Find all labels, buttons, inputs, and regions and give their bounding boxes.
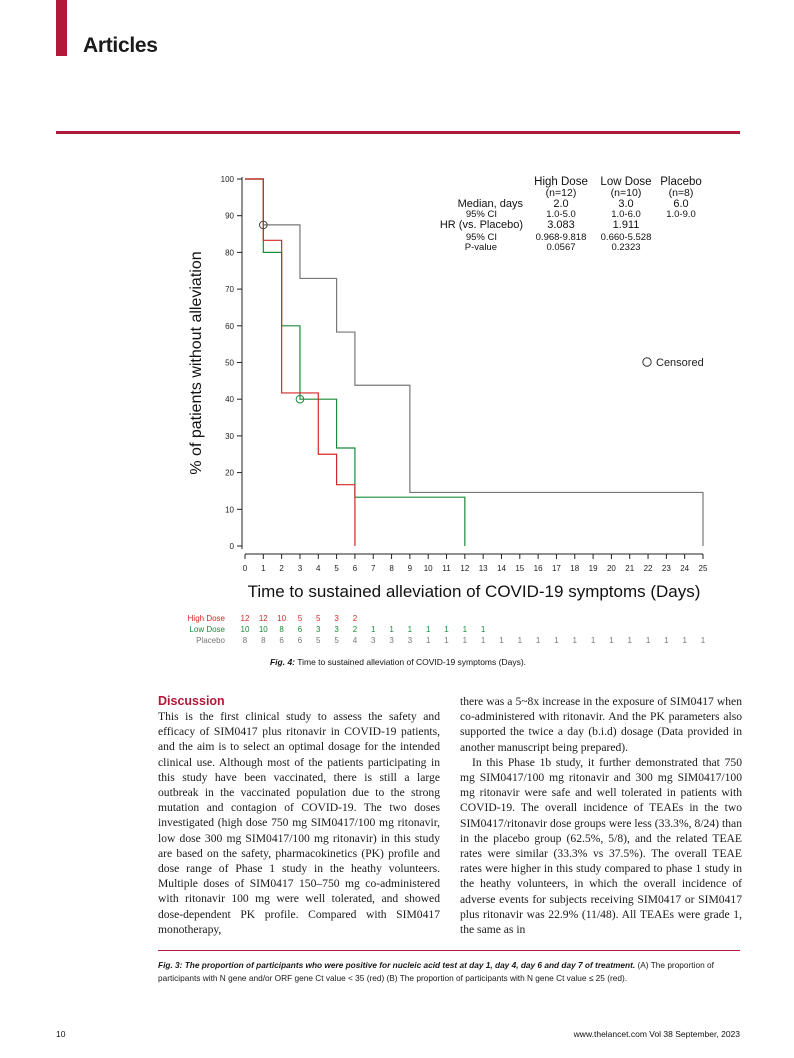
x-tick-label: 8 [389,564,394,573]
at-risk-count: 1 [389,625,394,634]
stats-cell: 1.0-9.0 [666,209,696,220]
x-tick-label: 17 [551,564,561,573]
at-risk-count: 1 [480,625,486,634]
x-tick-label: 3 [297,564,303,573]
x-tick-label: 14 [497,564,506,573]
discussion-paragraph: there was a 5~8x increase in the exposure of SIM0417 when co-administered with ritonavir. And the PK parameters also supported the twice a day (b.i.d) dosage (Data provided in another manuscript being prepared). [460,695,742,754]
at-risk-count: 2 [352,625,358,634]
figure-caption [56,657,740,667]
at-risk-count: 3 [407,636,413,645]
fig3-caption-title: Fig. 3: The proportion of participants who were positive for nucleic acid test at day 1, day 4, day 6 and day 7 of treatment. [158,960,636,970]
x-tick-label: 2 [279,564,284,573]
stats-cell: 0.2323 [611,242,641,253]
at-risk-count: 1 [480,636,486,645]
stats-header: High Dose [534,176,588,188]
at-risk-count: 6 [297,625,303,634]
y-axis-ticks [221,175,242,551]
x-tick-label: 0 [242,564,248,573]
stats-cell: 1.0-6.0 [611,209,641,220]
at-risk-count: 3 [316,625,321,634]
at-risk-row-label: Low Dose [189,625,225,634]
at-risk-count: 1 [444,625,449,634]
figure-caption-text: Time to sustained alleviation of COVID-19 symptoms (Days). [297,657,527,667]
at-risk-count: 8 [279,625,284,634]
at-risk-count: 1 [682,636,687,645]
x-tick-label: 13 [478,564,488,573]
stats-cell: 3.083 [547,219,575,231]
censored-legend-label: Censored [656,357,704,369]
x-tick-label: 1 [261,564,266,573]
figure-caption-label: Fig. 4: [269,657,295,667]
x-tick-label: 6 [352,564,358,573]
footer-journal: www.thelancet.com Vol 38 September, 2023 [573,1029,740,1039]
y-tick-label: 80 [225,248,234,258]
x-tick-label: 4 [316,564,321,573]
at-risk-count: 1 [590,636,596,645]
at-risk-table [188,614,706,645]
at-risk-count: 1 [462,625,468,634]
at-risk-count: 1 [664,636,669,645]
x-tick-label: 23 [661,564,671,573]
y-tick-label: 0 [229,542,234,551]
y-tick-label: 20 [225,468,234,478]
at-risk-count: 2 [352,614,358,623]
discussion-paragraph: In this Phase 1b study, it further demonstrated that 750 mg SIM0417/100 mg ritonavir and 300 mg SIM0417/100 mg ritonavir were safe and well tolerated in patients with COVID-19. The overall incidence of TEAEs in the two SIM0417/ritonavir dose groups were less (33.3%, 8/24) than in the placebo group (62.5%, 5/8), and the related TEAE rates were similar (33.3% vs 37.5%). The overall TEAE rates were higher in this study compared to phase 1 study in the heathy volunteers, in which the overall incidence of adverse events for subjects receiving SIM0417 or SIM0417 plus ritonavir was 22.9% (11/48). All TEAEs were grade 1, the same as in [460,755,742,937]
x-tick-label: 21 [625,564,635,573]
at-risk-count: 1 [371,625,376,634]
y-tick-label: 10 [225,505,234,515]
at-risk-count: 1 [700,636,706,645]
stats-header-n: (n=12) [545,187,577,199]
at-risk-count: 1 [535,636,541,645]
at-risk-count: 8 [261,636,266,645]
y-tick-label: 100 [220,175,234,184]
at-risk-count: 12 [240,614,250,623]
at-risk-count: 10 [277,614,287,623]
at-risk-count: 5 [316,614,321,623]
x-axis-ticks [243,554,708,573]
at-risk-count: 4 [352,636,358,645]
stats-cell: 1.0-5.0 [546,209,576,220]
caption-rule [158,950,740,951]
x-tick-label: 11 [442,564,451,573]
at-risk-row-label: Placebo [196,636,225,645]
stats-row-label: 95% CI [465,209,497,220]
stats-header: Placebo [660,176,702,188]
at-risk-count: 1 [425,625,431,634]
at-risk-count: 3 [334,614,339,623]
stats-cell: 1.911 [612,219,640,231]
x-tick-label: 9 [407,564,413,573]
x-tick-label: 10 [423,564,433,573]
stats-cell: 6.0 [673,198,689,210]
at-risk-count: 3 [334,625,339,634]
at-risk-count: 10 [240,625,250,634]
at-risk-count: 8 [242,636,248,645]
y-tick-label: 90 [225,211,234,221]
y-axis-label: % of patients without alleviation [188,251,205,475]
x-tick-label: 22 [643,564,653,573]
stats-cell: 3.0 [618,198,634,210]
fig3-caption-body: (A) The proportion of participants with N gene and/or ORF gene Ct value < 35 (red) (B) The proportion of participants with N gene Ct value ≤ 25 (red). [158,960,714,983]
at-risk-count: 1 [499,636,504,645]
x-tick-label: 15 [515,564,525,573]
at-risk-count: 5 [334,636,339,645]
at-risk-count: 1 [554,636,559,645]
at-risk-count: 5 [297,614,303,623]
stats-cell: 0.0567 [546,242,576,253]
y-tick-label: 40 [225,395,234,405]
x-tick-label: 25 [698,564,708,573]
at-risk-count: 1 [627,636,632,645]
stats-cell: 0.968-9.818 [535,232,587,243]
x-tick-label: 12 [460,564,470,573]
at-risk-count: 1 [645,636,651,645]
page-number: 10 [56,1029,66,1039]
stats-row-label: HR (vs. Placebo) [439,219,523,231]
at-risk-count: 1 [425,636,431,645]
x-tick-label: 19 [588,564,598,573]
stats-cell: 0.660-5.528 [600,232,652,243]
y-tick-label: 30 [225,431,234,441]
x-tick-label: 16 [533,564,543,573]
y-tick-label: 70 [225,285,234,295]
x-tick-label: 7 [371,564,376,573]
at-risk-count: 12 [258,614,268,623]
discussion-left-column [158,694,440,937]
censored-legend [643,357,704,369]
at-risk-count: 5 [316,636,321,645]
x-axis-label: Time to sustained alleviation of COVID-19 symptoms (Days) [247,582,701,601]
y-tick-label: 50 [225,358,234,368]
at-risk-count: 1 [609,636,614,645]
stats-row-label: Median, days [457,198,523,210]
stats-cell: 2.0 [553,198,569,210]
x-tick-label: 20 [606,564,616,573]
fig3-caption [158,959,742,985]
at-risk-count: 1 [572,636,577,645]
stats-header: Low Dose [600,176,652,188]
x-tick-label: 18 [570,564,580,573]
at-risk-count: 1 [462,636,468,645]
stats-header-n: (n=10) [610,187,642,199]
x-tick-label: 5 [334,564,339,573]
discussion-paragraph: This is the first clinical study to assess the safety and efficacy of SIM0417 plus ritonavir in COVID-19 patients, and the aim is to select an optimal dosage for the intended clinical use. Although most of the patients participating in this study have been vaccinated, there is still a large outbreak in the vaccinated population due to the strong mutation and contagion of COVID-19. The two doses investigated (high dose 750 mg SIM0417/100 mg ritonavir, low dose 300 mg SIM0417/100 mg ritonavir) in this study are based on the safety, pharmacokinetics (PK) profile and dose range of Phase 1 study in the heathy volunteers. Multiple doses of SIM0417 150–750 mg co-administered with ritonavir 100 mg were well tolerated, and showed dose-dependent PK profile. Compared with SIM0417 monotherapy, [158,710,440,936]
censored-legend-icon [643,358,651,366]
x-tick-label: 24 [680,564,690,573]
stats-row-label: 95% CI [465,232,497,243]
y-tick-label: 60 [225,321,234,331]
at-risk-count: 6 [279,636,284,645]
stats-row-label: P-value [464,242,497,253]
at-risk-count: 10 [258,625,268,634]
discussion-right-column [460,694,742,937]
stats-table [440,176,702,253]
section-label: Articles [83,34,158,57]
at-risk-count: 1 [444,636,449,645]
at-risk-row-label: High Dose [187,614,225,623]
at-risk-count: 3 [371,636,376,645]
stats-header-n: (n=8) [668,187,694,199]
discussion-heading: Discussion [158,694,225,708]
at-risk-count: 6 [297,636,303,645]
at-risk-count: 3 [389,636,394,645]
at-risk-count: 1 [407,625,413,634]
at-risk-count: 1 [517,636,523,645]
